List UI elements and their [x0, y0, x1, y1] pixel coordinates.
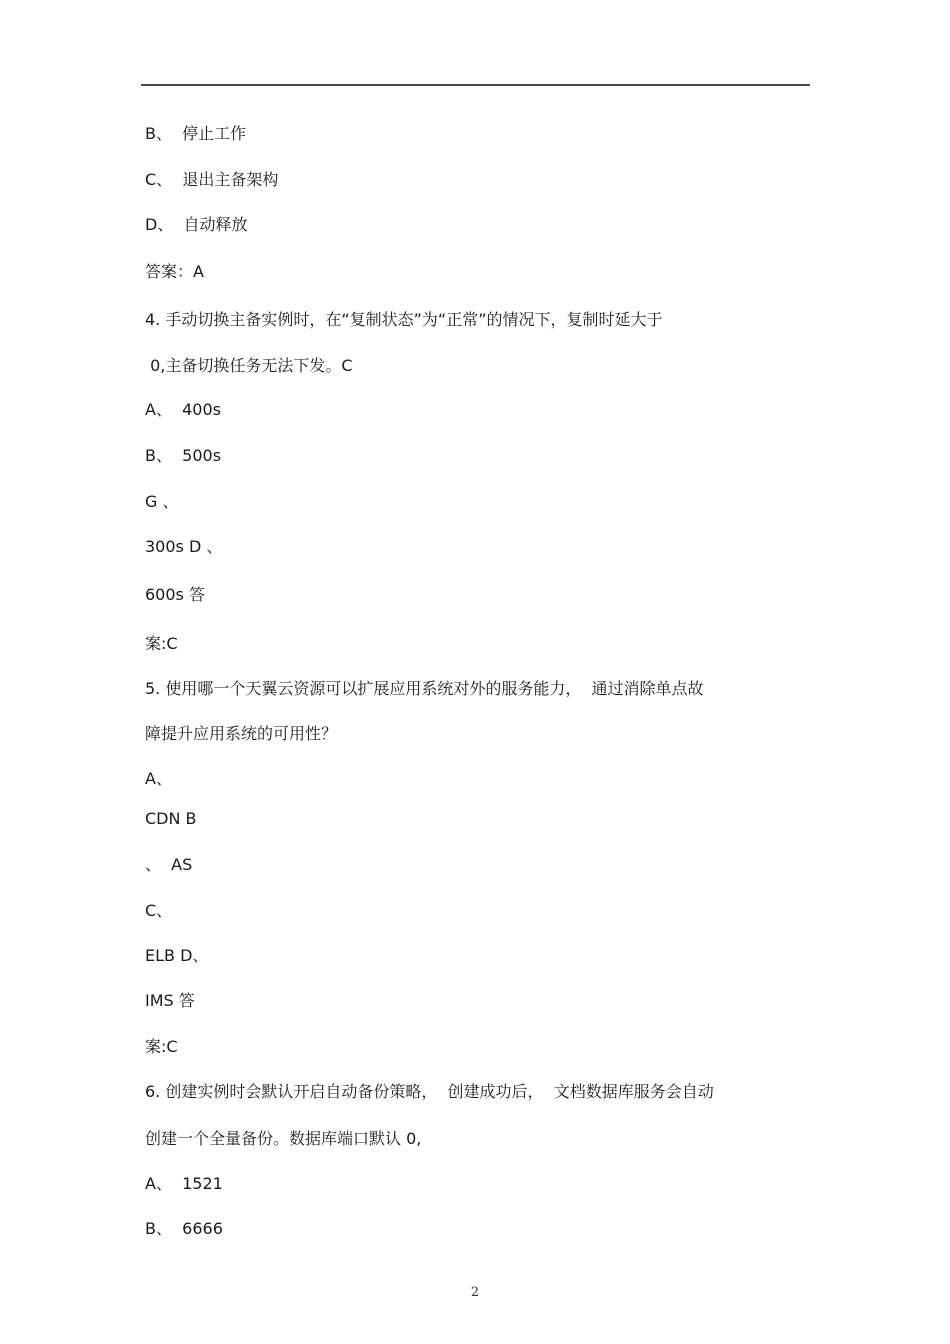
q5-option-elb: ELB D、 — [145, 946, 209, 965]
q5-option-a: A、 — [145, 769, 172, 788]
option-b-stop: B、 停止工作 — [145, 124, 247, 143]
question-6: 6. 创建实例时会默认开启自动备份策略， 创建成功后， 文档数据库服务会自动 — [145, 1082, 714, 1101]
q5-option-ims: IMS 答 — [145, 991, 195, 1010]
page-number: 2 — [470, 1285, 480, 1300]
q4-option-d: 300s D 、 — [145, 537, 223, 556]
q5-option-c: C、 — [145, 901, 173, 920]
question-4-cont: 0,主备切换任务无法下发。C — [145, 356, 353, 375]
q6-option-b: B、 6666 — [145, 1219, 223, 1238]
q5-option-as: 、 AS — [145, 855, 193, 874]
header-rule — [141, 84, 810, 86]
q4-option-a: A、 400s — [145, 400, 221, 419]
q4-answer: 案:C — [145, 634, 178, 653]
q4-option-b: B、 500s — [145, 446, 222, 465]
q5-answer: 案:C — [145, 1037, 178, 1056]
question-5: 5. 使用哪一个天翼云资源可以扩展应用系统对外的服务能力， 通过消除单点故 — [145, 679, 704, 698]
q4-option-g: G 、 — [145, 492, 179, 511]
question-6-cont: 创建一个全量备份。数据库端口默认 0, — [145, 1129, 422, 1148]
option-d-release: D、 自动释放 — [145, 215, 248, 234]
q5-option-cdn: CDN B — [145, 809, 197, 828]
q6-option-a: A、 1521 — [145, 1174, 223, 1193]
question-4: 4. 手动切换主备实例时，在“复制状态”为“正常”的情况下，复制时延大于 — [145, 310, 663, 329]
question-5-cont: 障提升应用系统的可用性？ — [145, 724, 338, 743]
answer-3: 答案：A — [145, 262, 204, 281]
q4-answer-start: 600s 答 — [145, 585, 205, 604]
option-c-exit: C、 退出主备架构 — [145, 170, 279, 189]
